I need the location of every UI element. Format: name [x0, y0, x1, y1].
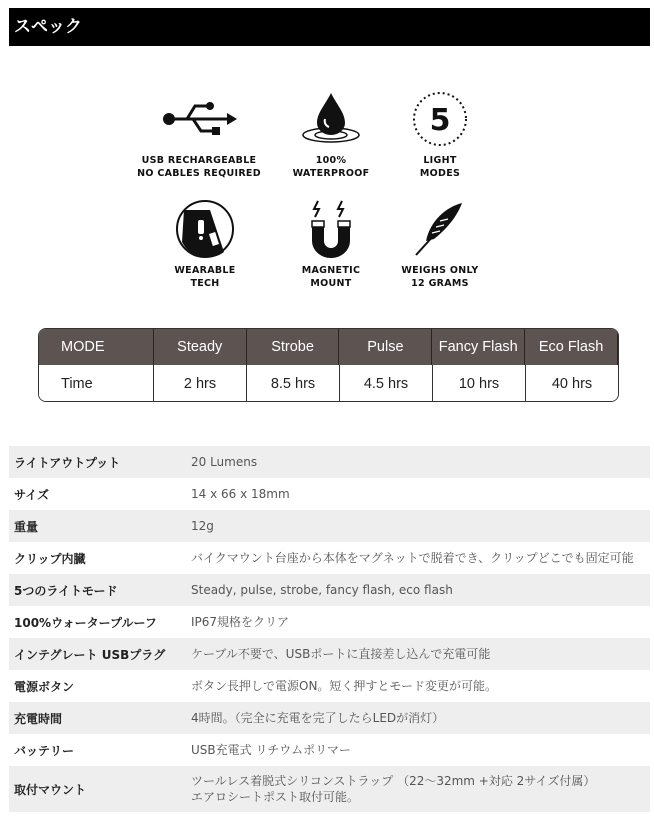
- spec-row: [9, 542, 650, 574]
- spec-value: バイクマウント台座から本体をマグネットで脱着でき、クリップどこでも固定可能: [191, 551, 634, 565]
- spec-value: ケーブル不要で、USBポートに直接差し込んで充電可能: [191, 647, 491, 661]
- mode-header-cell: Eco Flash: [525, 329, 618, 365]
- feature-light-modes: [375, 88, 505, 180]
- mode-header-cell: Steady: [154, 329, 247, 365]
- mode-cell: 2 hrs: [154, 365, 247, 402]
- spec-key: 取付マウント: [14, 782, 87, 797]
- spec-value: IP67規格をクリア: [191, 615, 290, 629]
- spec-row: [9, 446, 650, 478]
- spec-value: 20 Lumens: [191, 455, 258, 469]
- spec-key: サイズ: [14, 487, 50, 502]
- mode-table-header: [39, 329, 618, 365]
- spec-key: バッテリー: [14, 743, 75, 758]
- spec-key: インテグレート USBプラグ: [14, 647, 166, 662]
- spec-row: [9, 638, 650, 670]
- section-header: [9, 8, 650, 46]
- mode-cell: 8.5 hrs: [247, 365, 340, 402]
- spec-value: Steady, pulse, strobe, fancy flash, eco flash: [191, 583, 453, 597]
- feather-icon: [375, 198, 505, 260]
- mode-table: [38, 328, 619, 402]
- spec-key: 重量: [14, 519, 39, 534]
- spec-row: [9, 478, 650, 510]
- mode-header-cell: MODE: [39, 329, 154, 365]
- mode-cell: 4.5 hrs: [340, 365, 433, 402]
- spec-key: 100%ウォータープルーフ: [14, 615, 157, 630]
- spec-row: [9, 766, 650, 812]
- spec-row: [9, 606, 650, 638]
- mode-header-cell: Strobe: [247, 329, 340, 365]
- spec-value: ボタン長押しで電源ON。短く押すとモード変更が可能。: [191, 679, 497, 693]
- feature-waterproof-label: 100% WATERPROOF: [292, 155, 370, 179]
- feature-weight: [375, 198, 505, 290]
- feature-wearable: [140, 198, 270, 290]
- wearable-tech-icon: [140, 198, 270, 260]
- spec-table: [9, 446, 650, 812]
- five-modes-icon: [375, 88, 505, 150]
- feature-magnetic-label: MAGNETIC MOUNT: [301, 265, 361, 289]
- spec-row: [9, 510, 650, 542]
- usb-icon: [134, 88, 264, 150]
- feature-usb: [134, 88, 264, 180]
- spec-value: USB充電式 リチウムポリマー: [191, 743, 351, 757]
- spec-value: 12g: [191, 519, 214, 533]
- spec-key: 充電時間: [14, 711, 63, 726]
- feature-wearable-label: WEARABLE TECH: [174, 265, 236, 289]
- mode-header-cell: Pulse: [339, 329, 432, 365]
- section-title: スペック: [14, 17, 82, 37]
- spec-row: [9, 574, 650, 606]
- spec-value: 14 x 66 x 18mm: [191, 487, 290, 501]
- spec-value: ツールレス着脱式シリコンストラップ （22～32mm +対応 2サイズ付属） エアロシートポスト取付可能。: [191, 774, 596, 804]
- spec-key: ライトアウトプット: [14, 455, 121, 470]
- svg-text:5: 5: [429, 103, 451, 138]
- feature-light-modes-label: LIGHT MODES: [419, 155, 461, 179]
- feature-usb-label: USB RECHARGEABLE NO CABLES REQUIRED: [137, 155, 261, 179]
- spec-key: クリップ内臓: [14, 551, 86, 566]
- mode-cell: Time: [39, 365, 154, 402]
- spec-row: [9, 670, 650, 702]
- mode-table-row: [39, 365, 618, 402]
- mode-cell: 40 hrs: [551, 376, 593, 392]
- spec-value: 4時間。（完全に充電を完了したらLEDが消灯）: [191, 711, 445, 725]
- spec-row: [9, 734, 650, 766]
- spec-key: 電源ボタン: [14, 679, 75, 694]
- spec-key: 5つのライトモード: [14, 583, 118, 598]
- feature-weight-label: WEIGHS ONLY 12 GRAMS: [401, 265, 479, 289]
- spec-row: [9, 702, 650, 734]
- mode-header-cell: Fancy Flash: [432, 329, 525, 365]
- mode-cell: 10 hrs: [433, 365, 526, 402]
